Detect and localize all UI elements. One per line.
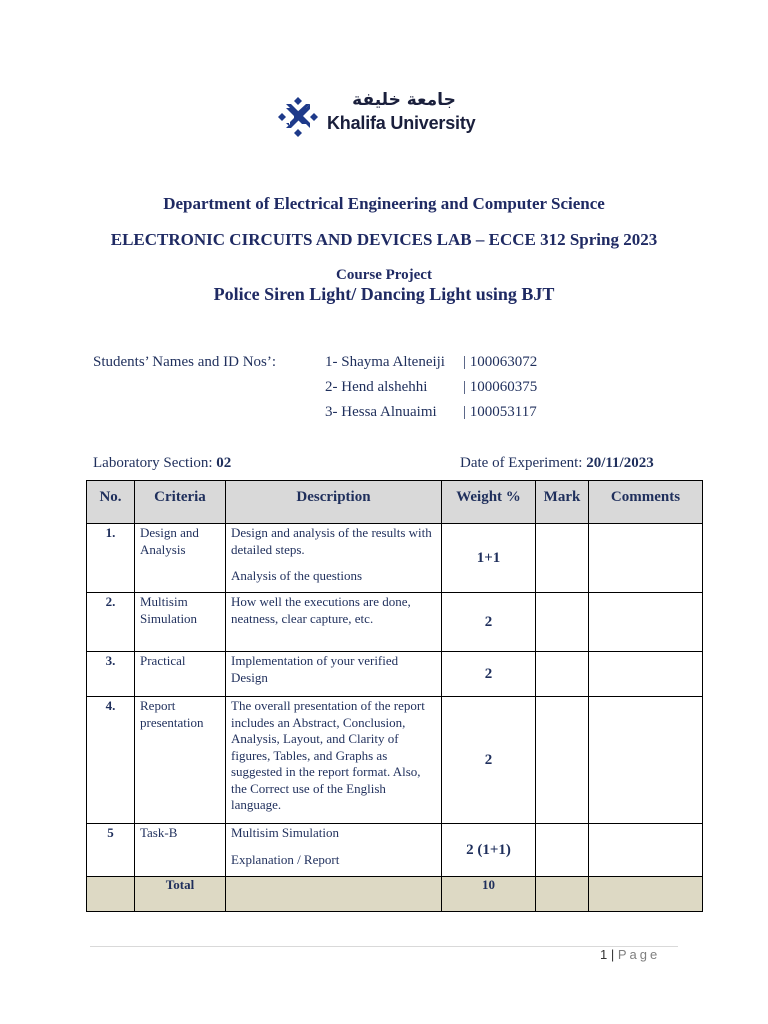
column-header: Mark xyxy=(536,481,589,524)
student-name: 1- Shayma Alteneiji xyxy=(325,354,445,370)
project-title: Police Siren Light/ Dancing Light using BJT xyxy=(213,284,555,304)
row-number: 2. xyxy=(87,593,135,652)
total-empty-cell xyxy=(87,877,135,912)
row-description xyxy=(226,524,442,593)
table-header-row xyxy=(87,481,703,524)
column-header: Description xyxy=(226,481,442,524)
description-text: Analysis of the questions xyxy=(231,568,363,583)
description-text: Multisim Simulation xyxy=(231,825,339,840)
student-name: 2- Hend alshehhi xyxy=(325,379,428,395)
total-weight: 10 xyxy=(442,877,536,912)
row-mark[interactable] xyxy=(536,697,589,824)
total-empty-cell xyxy=(226,877,442,912)
lab-section-label: Laboratory Section: xyxy=(93,455,213,471)
description-text: The overall presentation of the report includes an Abstract, Conclusion, Analysis, Layout, and Clarity of figures, Tables, and Graphs as suggested in the report format. Also, the Correct use of the English language. xyxy=(231,698,425,812)
row-weight: 1+1 xyxy=(442,524,536,593)
row-comments[interactable] xyxy=(589,652,703,697)
student-id: | 100060375 xyxy=(463,379,538,395)
description-text: Implementation of your verified Design xyxy=(231,653,399,685)
row-description xyxy=(226,697,442,824)
footer-separator: | xyxy=(610,947,615,962)
row-criteria: Practical xyxy=(135,652,226,697)
row-criteria: Design and Analysis xyxy=(135,524,226,593)
row-number: 1. xyxy=(87,524,135,593)
row-weight: 2 xyxy=(442,697,536,824)
row-mark[interactable] xyxy=(536,824,589,877)
table-row xyxy=(87,524,703,593)
row-criteria: Multisim Simulation xyxy=(135,593,226,652)
experiment-date-label: Date of Experiment: xyxy=(460,455,583,471)
university-logo xyxy=(276,90,481,140)
column-header: Weight % xyxy=(442,481,536,524)
page-word: Page xyxy=(617,947,661,962)
page-footer xyxy=(600,947,672,962)
row-description xyxy=(226,593,442,652)
row-weight: 2 xyxy=(442,652,536,697)
description-text: Design and analysis of the results with detailed steps. xyxy=(231,525,432,557)
row-comments[interactable] xyxy=(589,524,703,593)
grading-rubric-table xyxy=(86,480,703,912)
row-weight: 2 xyxy=(442,593,536,652)
total-comments[interactable] xyxy=(589,877,703,912)
student-id: | 100063072 xyxy=(463,354,538,370)
table-row xyxy=(87,824,703,877)
column-header: No. xyxy=(87,481,135,524)
description-text: How well the executions are done, neatness, clear capture, etc. xyxy=(231,594,411,626)
student-name: 3- Hessa Alnuaimi xyxy=(325,404,437,420)
row-criteria: Task-B xyxy=(135,824,226,877)
row-mark[interactable] xyxy=(536,593,589,652)
khalifa-logo-mark-icon xyxy=(276,96,321,138)
row-weight: 2 (1+1) xyxy=(442,824,536,877)
logo-arabic-text: جامعة خليفة xyxy=(352,90,456,110)
row-comments[interactable] xyxy=(589,824,703,877)
footer-divider xyxy=(90,946,678,947)
experiment-date xyxy=(460,455,654,472)
total-mark[interactable] xyxy=(536,877,589,912)
project-label: Course Project xyxy=(336,267,432,283)
row-number: 3. xyxy=(87,652,135,697)
row-description xyxy=(226,824,442,877)
row-mark[interactable] xyxy=(536,652,589,697)
column-header: Comments xyxy=(589,481,703,524)
experiment-date-value: 20/11/2023 xyxy=(586,455,654,471)
logo-english-text: Khalifa University xyxy=(327,113,476,133)
row-comments[interactable] xyxy=(589,593,703,652)
lab-section-value: 02 xyxy=(216,455,232,471)
students-label: Students’ Names and ID Nos’: xyxy=(93,354,277,370)
row-number: 5 xyxy=(87,824,135,877)
lab-section xyxy=(93,455,231,472)
table-row xyxy=(87,593,703,652)
row-description xyxy=(226,652,442,697)
row-mark[interactable] xyxy=(536,524,589,593)
row-criteria: Report presentation xyxy=(135,697,226,824)
row-comments[interactable] xyxy=(589,697,703,824)
page-number: 1 xyxy=(600,947,608,962)
course-title: ELECTRONIC CIRCUITS AND DEVICES LAB – ECCE 312 Spring 2023 xyxy=(110,230,658,249)
description-text: Explanation / Report xyxy=(231,851,340,867)
student-id: | 100053117 xyxy=(463,404,537,420)
table-row xyxy=(87,652,703,697)
total-label: Total xyxy=(135,877,226,912)
row-number: 4. xyxy=(87,697,135,824)
total-row xyxy=(87,877,703,912)
table-row xyxy=(87,697,703,824)
column-header: Criteria xyxy=(135,481,226,524)
department-title: Department of Electrical Engineering and Computer Science xyxy=(163,194,605,213)
